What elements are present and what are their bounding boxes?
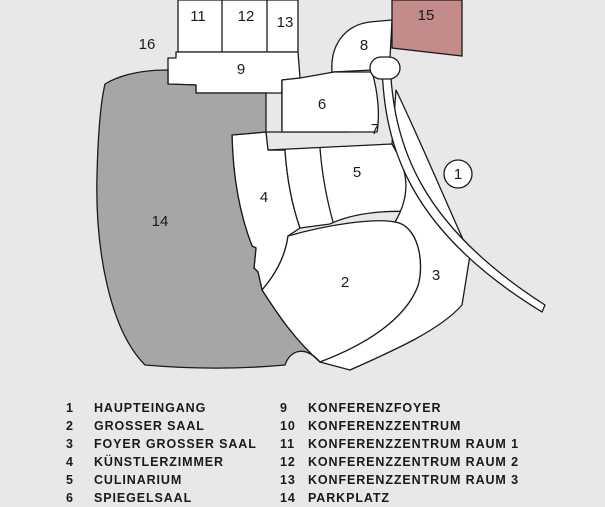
label-8: 8 xyxy=(359,36,369,54)
legend-name: GROSSER SAAL xyxy=(94,419,205,433)
legend-name: KONFERENZFOYER xyxy=(308,401,442,415)
entrance-canopy xyxy=(370,57,400,79)
label-5: 5 xyxy=(352,163,362,181)
legend-number: 14 xyxy=(280,491,296,505)
legend-name: KONFERENZZENTRUM xyxy=(308,419,462,433)
legend-right-column xyxy=(280,399,519,507)
legend-item xyxy=(280,471,519,489)
legend-item xyxy=(280,417,519,435)
legend-number: 4 xyxy=(66,455,74,469)
label-13: 13 xyxy=(276,13,294,31)
legend-item xyxy=(280,489,519,507)
legend-item xyxy=(66,489,257,507)
legend-name: HAUPTEINGANG xyxy=(94,401,207,415)
legend-item xyxy=(66,471,257,489)
legend-item xyxy=(66,453,257,471)
legend-name: KONFERENZZENTRUM RAUM 2 xyxy=(308,455,519,469)
label-7: 7 xyxy=(370,120,380,138)
legend-number: 11 xyxy=(280,437,296,451)
legend-name: FOYER GROSSER SAAL xyxy=(94,437,257,451)
label-14: 14 xyxy=(151,212,169,230)
legend-number: 9 xyxy=(280,401,288,415)
legend-item xyxy=(66,399,257,417)
legend-number: 1 xyxy=(66,401,74,415)
legend-number: 12 xyxy=(280,455,296,469)
legend-number: 3 xyxy=(66,437,74,451)
label-15: 15 xyxy=(417,6,435,24)
label-4: 4 xyxy=(259,188,269,206)
label-3: 3 xyxy=(431,266,441,284)
legend-item xyxy=(280,399,519,417)
legend-item xyxy=(66,417,257,435)
legend-name: SPIEGELSAAL xyxy=(94,491,193,505)
legend-item xyxy=(280,453,519,471)
legend-name: CULINARIUM xyxy=(94,473,183,487)
label-9: 9 xyxy=(236,60,246,78)
label-1: 1 xyxy=(453,165,463,183)
legend-number: 5 xyxy=(66,473,74,487)
label-6: 6 xyxy=(317,95,327,113)
legend-number: 2 xyxy=(66,419,74,433)
legend-item xyxy=(66,435,257,453)
label-11: 11 xyxy=(190,7,206,25)
legend-name: KÜNSTLERZIMMER xyxy=(94,455,224,469)
legend-item xyxy=(280,435,519,453)
legend-number: 10 xyxy=(280,419,296,433)
label-2: 2 xyxy=(340,273,350,291)
label-12: 12 xyxy=(237,7,255,25)
legend-name: KONFERENZZENTRUM RAUM 3 xyxy=(308,473,519,487)
legend-number: 13 xyxy=(280,473,296,487)
legend-number: 6 xyxy=(66,491,74,505)
label-16: 16 xyxy=(138,35,156,53)
legend-left-column xyxy=(66,399,257,507)
legend-name: KONFERENZZENTRUM RAUM 1 xyxy=(308,437,519,451)
legend-name: PARKPLATZ xyxy=(308,491,390,505)
